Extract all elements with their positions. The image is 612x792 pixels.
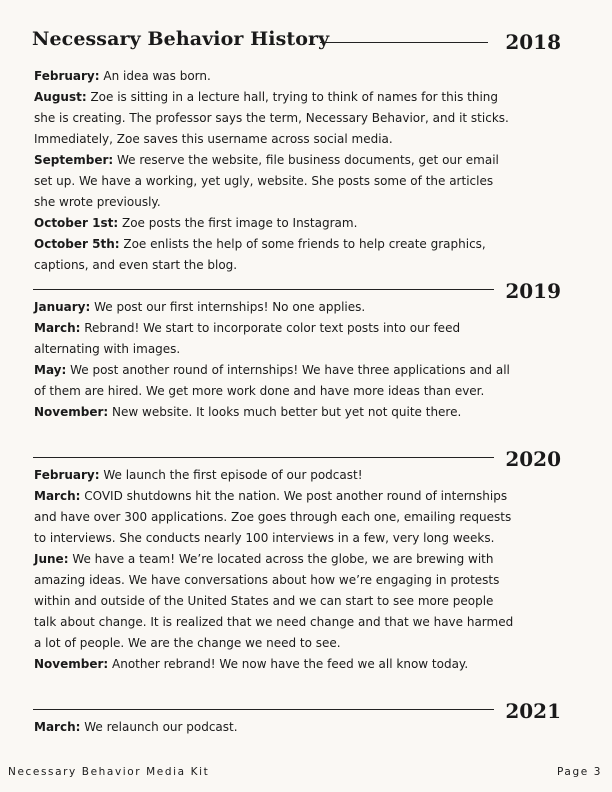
timeline-entry (34, 66, 514, 87)
section-divider (33, 289, 494, 290)
entry-label: March: (34, 321, 81, 335)
section-divider (33, 457, 494, 458)
entry-label: May: (34, 363, 67, 377)
section-2019 (34, 297, 514, 423)
year-2020-heading: 2020 (505, 447, 561, 471)
entry-text: We post our first internships! No one applies. (90, 300, 366, 314)
year-2018-heading: 2018 (505, 30, 561, 54)
entry-label: November: (34, 657, 109, 671)
entry-text: We post another round of internships! We have three applications and all of them are hired. We get more work done and have more ideas than ever. (34, 363, 510, 398)
timeline-entry (34, 234, 514, 276)
entry-text: Another rebrand! We now have the feed we all know today. (108, 657, 469, 671)
timeline-entry (34, 297, 514, 318)
entry-label: October 1st: (34, 216, 119, 230)
entry-label: August: (34, 90, 87, 104)
timeline-entry (34, 213, 514, 234)
entry-text: Zoe is sitting in a lecture hall, trying to think of names for this thing she is creating. The professor says the term, Necessary Behavior, and it sticks. Immediately, Zoe saves this username across social media. (34, 90, 509, 146)
timeline-entry (34, 465, 514, 486)
entry-label: January: (34, 300, 91, 314)
section-2020 (34, 465, 514, 675)
entry-label: February: (34, 468, 100, 482)
timeline-entry (34, 402, 514, 423)
timeline-entry (34, 87, 514, 150)
entry-text: Zoe enlists the help of some friends to help create graphics, captions, and even start the blog. (34, 237, 486, 272)
entry-text: New website. It looks much better but yet not quite there. (108, 405, 462, 419)
footer-page-number: Page 3 (556, 766, 602, 778)
entry-text: Rebrand! We start to incorporate color text posts into our feed alternating with images. (34, 321, 461, 356)
entry-label: February: (34, 69, 100, 83)
timeline-entry (34, 360, 514, 402)
section-2018 (34, 66, 514, 276)
timeline-entry (34, 654, 514, 675)
title-divider (320, 42, 488, 43)
entry-label: October 5th: (34, 237, 120, 251)
entry-text: We reserve the website, file business documents, get our email set up. We have a working, yet ugly, website. She posts some of the articles she wrote previously. (34, 153, 499, 209)
entry-label: June: (34, 552, 69, 566)
year-2021-heading: 2021 (505, 699, 561, 723)
entry-text: An idea was born. (99, 69, 211, 83)
entry-text: Zoe posts the first image to Instagram. (118, 216, 358, 230)
footer-document-title: Necessary Behavior Media Kit (8, 766, 210, 778)
page-title: Necessary Behavior History (32, 28, 330, 50)
entry-label: March: (34, 720, 81, 734)
timeline-entry (34, 549, 514, 654)
timeline-entry (34, 486, 514, 549)
entry-text: COVID shutdowns hit the nation. We post another round of internships and have over 300 applications. Zoe goes through each one, emailing requests to interviews. She conducts nearly 100 interviews in a few, very long weeks. (34, 489, 512, 545)
section-divider (33, 709, 494, 710)
timeline-entry (34, 318, 514, 360)
entry-text: We relaunch our podcast. (80, 720, 238, 734)
entry-label: September: (34, 153, 114, 167)
section-2021 (34, 717, 514, 738)
entry-label: November: (34, 405, 109, 419)
year-2019-heading: 2019 (505, 279, 561, 303)
entry-label: March: (34, 489, 81, 503)
entry-text: We have a team! We’re located across the globe, we are brewing with amazing ideas. We have conversations about how we’re engaging in protests within and outside of the United States and we can start to see more people talk about change. It is realized that we need change and that we have harmed a lot of people. We are the change we need to see. (34, 552, 514, 650)
entry-text: We launch the first episode of our podcast! (99, 468, 363, 482)
timeline-entry (34, 150, 514, 213)
timeline-entry (34, 717, 514, 738)
